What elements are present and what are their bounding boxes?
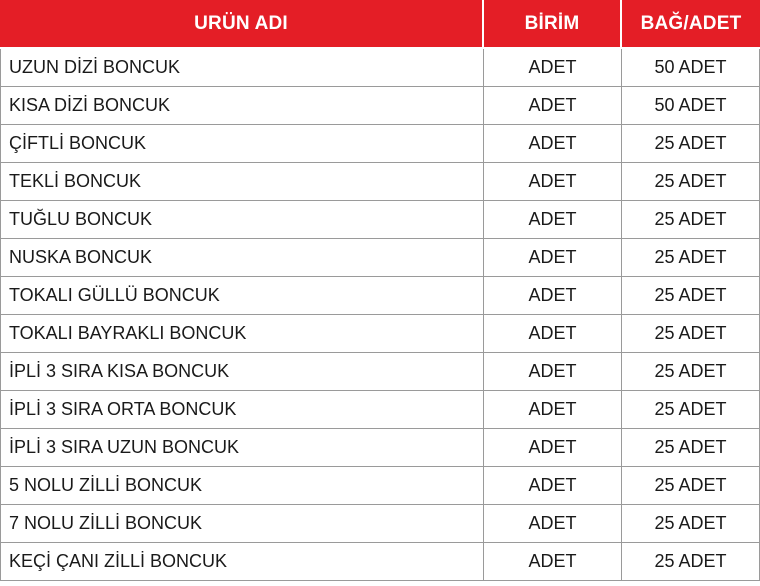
quantity-cell: 25 ADET (622, 429, 760, 467)
table-row (0, 315, 760, 353)
quantity-cell: 25 ADET (622, 163, 760, 201)
unit-cell: ADET (484, 125, 622, 163)
quantity-cell: 25 ADET (622, 277, 760, 315)
table-row (0, 505, 760, 543)
quantity-cell: 25 ADET (622, 391, 760, 429)
table-header (0, 0, 760, 49)
product-name-cell: ÇİFTLİ BONCUK (0, 125, 484, 163)
unit-cell: ADET (484, 277, 622, 315)
table-row (0, 239, 760, 277)
table-row (0, 467, 760, 505)
header-row (0, 0, 760, 49)
unit-cell: ADET (484, 353, 622, 391)
product-name-cell: 7 NOLU ZİLLİ BONCUK (0, 505, 484, 543)
quantity-cell: 25 ADET (622, 505, 760, 543)
product-name-cell: TOKALI GÜLLÜ BONCUK (0, 277, 484, 315)
product-name-cell: TEKLİ BONCUK (0, 163, 484, 201)
unit-cell: ADET (484, 391, 622, 429)
unit-cell: ADET (484, 467, 622, 505)
table-row (0, 125, 760, 163)
product-name-cell: 5 NOLU ZİLLİ BONCUK (0, 467, 484, 505)
quantity-cell: 25 ADET (622, 467, 760, 505)
quantity-cell: 25 ADET (622, 201, 760, 239)
table-row (0, 429, 760, 467)
unit-cell: ADET (484, 505, 622, 543)
unit-cell: ADET (484, 315, 622, 353)
quantity-cell: 25 ADET (622, 543, 760, 581)
unit-cell: ADET (484, 543, 622, 581)
product-name-cell: İPLİ 3 SIRA ORTA BONCUK (0, 391, 484, 429)
product-name-cell: KISA DİZİ BONCUK (0, 87, 484, 125)
quantity-cell: 25 ADET (622, 239, 760, 277)
unit-cell: ADET (484, 429, 622, 467)
table-row (0, 49, 760, 87)
header-product-name: URÜN ADI (0, 0, 484, 49)
table-row (0, 163, 760, 201)
product-name-cell: NUSKA BONCUK (0, 239, 484, 277)
header-quantity: BAĞ/ADET (622, 0, 760, 49)
unit-cell: ADET (484, 201, 622, 239)
quantity-cell: 25 ADET (622, 125, 760, 163)
unit-cell: ADET (484, 49, 622, 87)
product-name-cell: İPLİ 3 SIRA KISA BONCUK (0, 353, 484, 391)
product-name-cell: KEÇİ ÇANI ZİLLİ BONCUK (0, 543, 484, 581)
table-body (0, 49, 760, 581)
unit-cell: ADET (484, 239, 622, 277)
product-name-cell: İPLİ 3 SIRA UZUN BONCUK (0, 429, 484, 467)
table-row (0, 87, 760, 125)
unit-cell: ADET (484, 87, 622, 125)
quantity-cell: 25 ADET (622, 315, 760, 353)
table-row (0, 353, 760, 391)
product-name-cell: TUĞLU BONCUK (0, 201, 484, 239)
table-row (0, 391, 760, 429)
product-name-cell: TOKALI BAYRAKLI BONCUK (0, 315, 484, 353)
product-name-cell: UZUN DİZİ BONCUK (0, 49, 484, 87)
table-row (0, 277, 760, 315)
header-unit: BİRİM (484, 0, 622, 49)
unit-cell: ADET (484, 163, 622, 201)
quantity-cell: 50 ADET (622, 87, 760, 125)
table-row (0, 201, 760, 239)
table-row (0, 543, 760, 581)
quantity-cell: 25 ADET (622, 353, 760, 391)
quantity-cell: 50 ADET (622, 49, 760, 87)
